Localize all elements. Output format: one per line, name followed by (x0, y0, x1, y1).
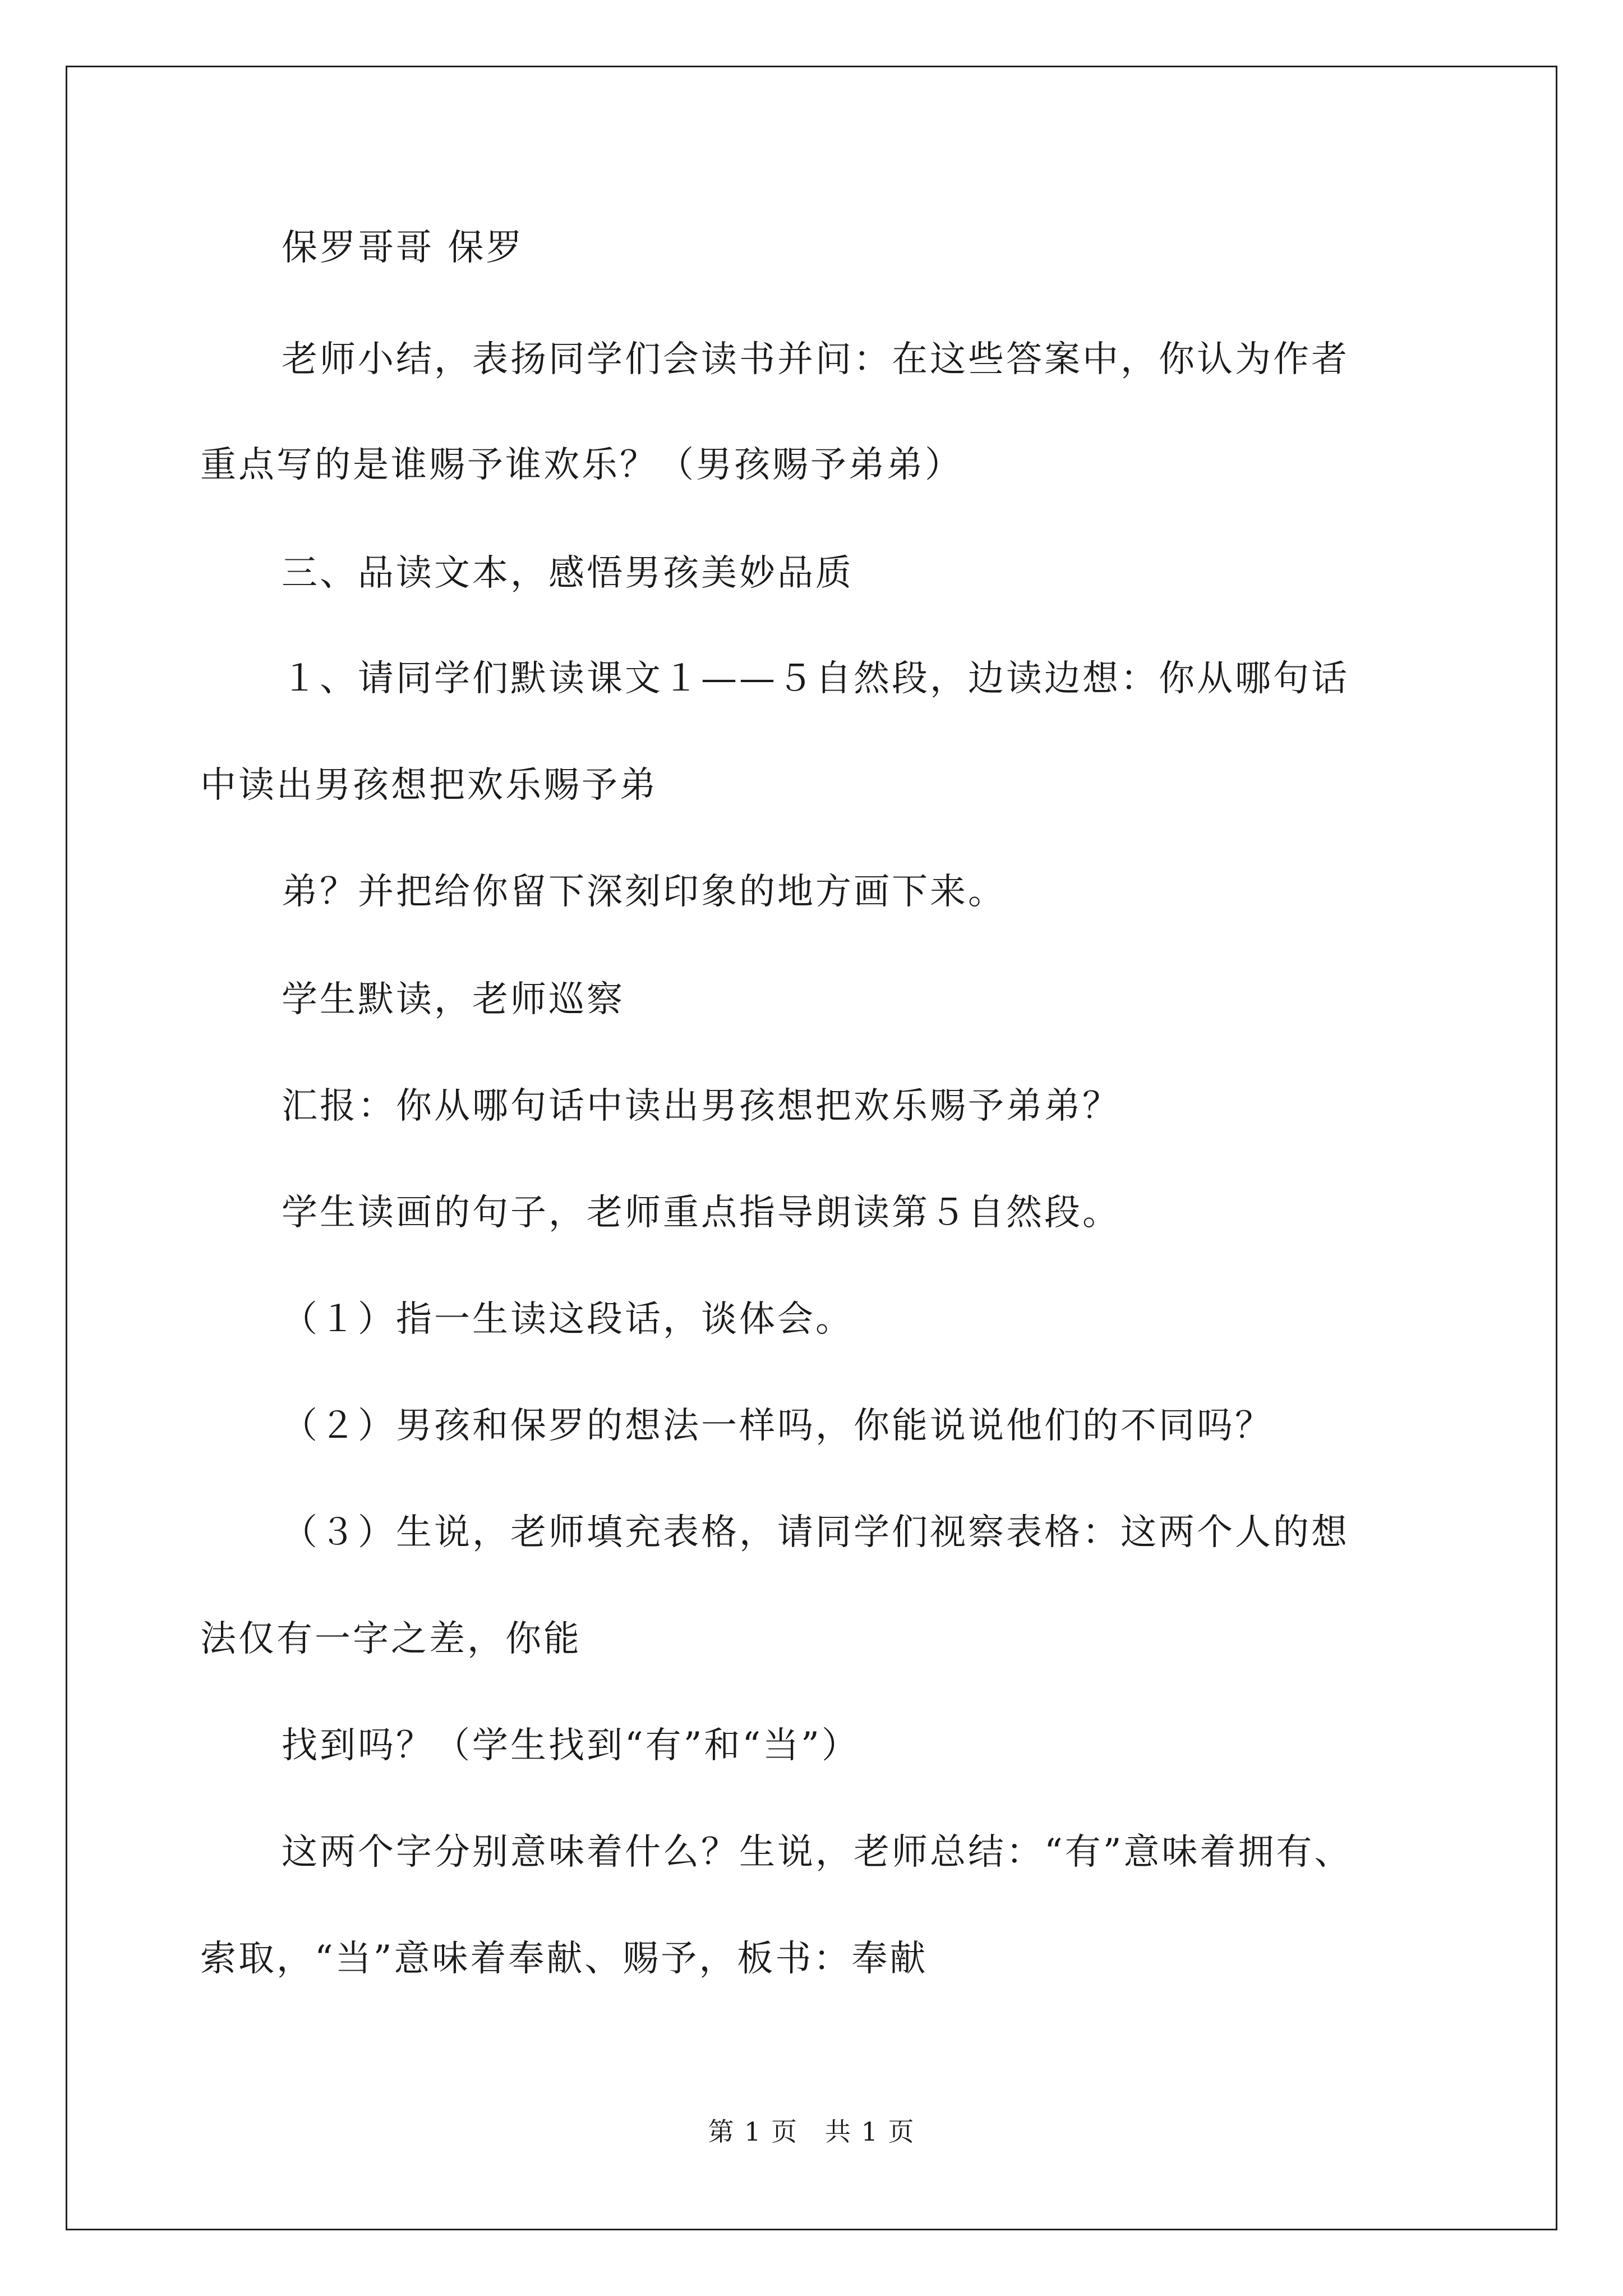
text-line: 法仅有一字之差，你能 (200, 1618, 582, 1660)
text-line: 老师小结，表扬同学们会读书并问：在这些答案中，你认为作者 (282, 339, 1349, 380)
page-border (66, 66, 1557, 2230)
text-line: （３）生说，老师填充表格，请同学们视察表格：这两个人的想 (282, 1512, 1349, 1553)
text-line: 三、品读文本，感悟男孩美妙品质 (282, 553, 854, 594)
text-line: （１）指一生读这段话，谈体会。 (282, 1299, 854, 1340)
text-line: 保罗哥哥 保罗 (282, 227, 524, 269)
text-line: １、请同学们默读课文１——５自然段，边读边想：你从哪句话 (282, 658, 1349, 700)
text-line: 索取，“当”意味着奉献、赐予，板书：奉献 (200, 1938, 928, 1980)
text-line: 这两个字分别意味着什么？生说，老师总结：“有”意味着拥有、 (282, 1832, 1353, 1873)
text-line: 学生默读，老师巡察 (282, 979, 625, 1020)
text-line: 汇报：你从哪句话中读出男孩想把欢乐赐予弟弟？ (282, 1085, 1121, 1127)
text-line: 中读出男孩想把欢乐赐予弟 (200, 765, 658, 806)
text-line: 重点写的是谁赐予谁欢乐？（男孩赐予弟弟） (200, 444, 963, 486)
text-line: 弟？并把给你留下深刻印象的地方画下来。 (282, 871, 1006, 913)
text-line: 学生读画的句子，老师重点指导朗读第５自然段。 (282, 1192, 1121, 1234)
text-line: （２）男孩和保罗的想法一样吗，你能说说他们的不同吗？ (282, 1405, 1273, 1447)
page-number-footer: 第 1 页 共 1 页 (708, 2116, 915, 2147)
text-line: 找到吗？（学生找到“有”和“当”） (282, 1725, 860, 1766)
